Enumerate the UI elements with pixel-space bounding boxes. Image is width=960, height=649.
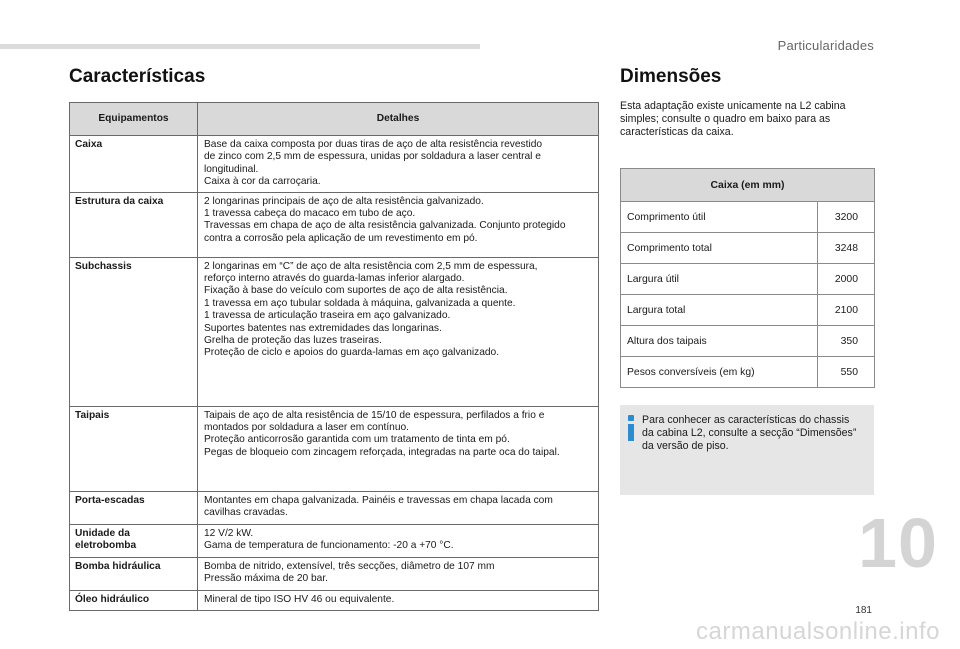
info-note-text (642, 414, 856, 453)
table-row (621, 295, 875, 326)
detail-line: Fixação à base do veículo com suportes de aço de alta resistência. (204, 285, 508, 297)
detail-line: Bomba de nitrido, extensível, três secções, diâmetro de 107 mm (204, 560, 495, 572)
table-row (621, 357, 875, 388)
dimensions-table-header: Caixa (em mm) (621, 169, 875, 202)
detail-line: reforço interno através do guarda-lamas inferior alargado. (204, 273, 465, 285)
table-row (70, 257, 599, 406)
detail-line: Gama de temperatura de funcionamento: -20 a +70 °C. (204, 540, 454, 552)
dimensions-title: Dimensões (620, 66, 722, 87)
dimension-value: 2000 (818, 264, 875, 295)
equipment-label (70, 136, 198, 193)
dimension-label: Largura total (621, 295, 818, 326)
dimension-value: 3200 (818, 202, 875, 233)
table-row (621, 202, 875, 233)
equipment-details (198, 491, 599, 524)
dimension-value: 550 (818, 357, 875, 388)
detail-line: Mineral de tipo ISO HV 46 ou equivalente. (204, 593, 395, 605)
detail-line: contra a corrosão pela aplicação de um revestimento em pó. (204, 232, 478, 244)
equipment-label-line: Estrutura da caixa (75, 195, 164, 207)
equipment-column-header: Equipamentos (70, 103, 198, 136)
detail-line: Suportes batentes nas extremidades das longarinas. (204, 322, 442, 334)
dimension-label: Altura dos taipais (621, 326, 818, 357)
equipment-label (70, 257, 198, 406)
equipment-table (69, 102, 599, 611)
table-row (621, 326, 875, 357)
dimension-value: 350 (818, 326, 875, 357)
characteristics-title: Características (69, 66, 206, 87)
details-column-header: Detalhes (198, 103, 599, 136)
detail-line: Montantes em chapa galvanizada. Painéis e travessas em chapa lacada com (204, 494, 553, 506)
table-row (70, 192, 599, 257)
equipment-details (198, 136, 599, 193)
table-row (621, 233, 875, 264)
table-row (621, 264, 875, 295)
detail-line: longitudinal. (204, 163, 259, 175)
intro-line: características da caixa. (620, 126, 734, 138)
equipment-label-line: Subchassis (75, 260, 132, 272)
intro-line: Esta adaptação existe unicamente na L2 cabina (620, 100, 846, 112)
dimension-value: 2100 (818, 295, 875, 326)
equipment-label (70, 406, 198, 491)
equipment-label (70, 557, 198, 590)
detail-line: Caixa à cor da carroçaria. (204, 176, 321, 188)
detail-line: Proteção anticorrosão garantida com um tratamento de tinta em pó. (204, 434, 510, 446)
detail-line: Proteção de ciclo e apoios do guarda-lamas em aço galvanizado. (204, 347, 500, 359)
dimension-label: Pesos conversíveis (em kg) (621, 357, 818, 388)
table-row (70, 590, 599, 610)
equipment-details (198, 590, 599, 610)
dimension-value: 3248 (818, 233, 875, 264)
equipment-label-line: Óleo hidráulico (75, 593, 150, 605)
dimension-label: Comprimento útil (621, 202, 818, 233)
table-row (70, 136, 599, 193)
section-title: Particularidades (777, 38, 874, 53)
table-row (70, 557, 599, 590)
table-row (70, 524, 599, 557)
note-line: Para conhecer as características do chassis (642, 414, 850, 426)
detail-line: montados por soldadura a laser em contínuo. (204, 422, 410, 434)
detail-line: Base da caixa composta por duas tiras de aço de alta resistência revestido (204, 139, 543, 150)
equipment-label (70, 491, 198, 524)
detail-line: cavilhas cravadas. (204, 507, 288, 519)
detail-line: 1 travessa cabeça do macaco em tubo de aço. (204, 208, 416, 220)
table-row (70, 406, 599, 491)
page-number: 181 (855, 605, 872, 616)
dimension-label: Largura útil (621, 264, 818, 295)
equipment-details (198, 192, 599, 257)
detail-line: 2 longarinas principais de aço de alta resistência galvanizado. (204, 195, 484, 207)
detail-line: Pressão máxima de 20 bar. (204, 573, 329, 585)
watermark: carmanualsonline.info (696, 618, 940, 645)
equipment-label (70, 590, 198, 610)
equipment-details (198, 524, 599, 557)
equipment-label-line: Bomba hidráulica (75, 560, 161, 572)
intro-line: simples; consulte o quadro em baixo para as (620, 113, 831, 125)
detail-line: Pegas de bloqueio com zincagem reforçada, integradas na parte oca do taipal. (204, 446, 560, 458)
table-row (70, 491, 599, 524)
equipment-details (198, 257, 599, 406)
equipment-label-line: eletrobomba (75, 540, 137, 552)
dimension-label: Comprimento total (621, 233, 818, 264)
equipment-label (70, 192, 198, 257)
header-bar (0, 44, 480, 49)
detail-line: 12 V/2 kW. (204, 527, 254, 539)
detail-line: de zinco com 2,5 mm de espessura, unidas por soldadura a laser central e (204, 151, 541, 163)
chapter-number: 10 (858, 504, 938, 582)
detail-line: 2 longarinas em “C” de aço de alta resistência com 2,5 mm de espessura, (204, 260, 538, 272)
info-icon (626, 415, 636, 441)
equipment-details (198, 557, 599, 590)
equipment-label-line: Unidade da (75, 527, 130, 539)
equipment-details (198, 406, 599, 491)
equipment-label (70, 524, 198, 557)
detail-line: 1 travessa em aço tubular soldada à máquina, galvanizada a quente. (204, 297, 516, 309)
dimensions-table (620, 168, 875, 388)
note-line: da versão de piso. (642, 440, 729, 452)
detail-line: Grelha de proteção das luzes traseiras. (204, 335, 382, 347)
equipment-label-line: Porta-escadas (75, 494, 145, 506)
dimensions-intro (620, 100, 880, 139)
detail-line: 1 travessa de articulação traseira em aço galvanizado. (204, 310, 451, 322)
note-line: da cabina L2, consulte a secção “Dimensões” (642, 427, 857, 439)
equipment-label-line: Taipais (75, 409, 110, 421)
equipment-label-line: Caixa (75, 139, 103, 150)
info-note (620, 405, 874, 495)
detail-line: Travessas em chapa de aço de alta resistência galvanizada. Conjunto protegido (204, 220, 566, 232)
detail-line: Taipais de aço de alta resistência de 15/10 de espessura, perfilados a frio e (204, 409, 545, 421)
